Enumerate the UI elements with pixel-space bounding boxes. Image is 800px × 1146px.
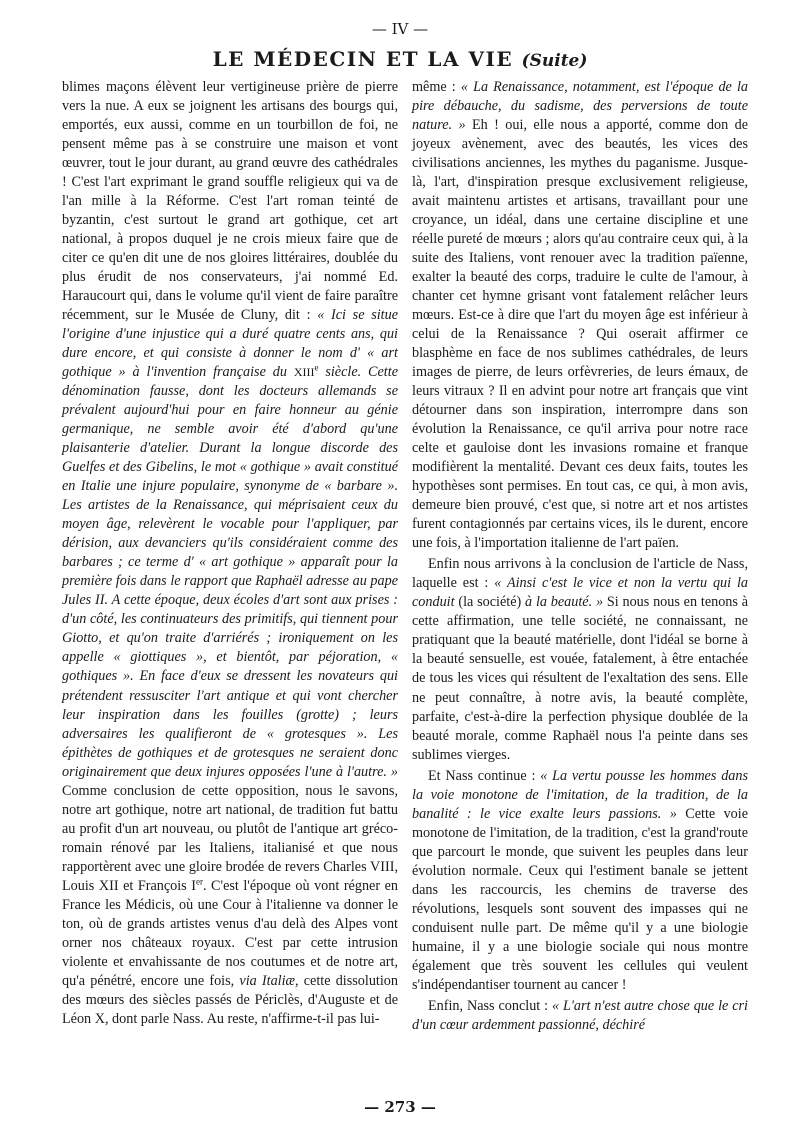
page-folio: — IV — bbox=[371, 20, 429, 38]
text-run: blimes maçons élèvent leur vertigineuse prière de pierre vers la nue. A eux se joignent les artisans des bourgs qui, emportés, eux aussi, comme en un tourbillon de foi, ne pensent même pas à se construire une maison et vont œuvrer, tout le jour durant, au grand œuvre des cathédrales ! C'est l'art exprimant le grand souffle religieux qui va de l'an mille à la Réforme. C'est l'art roman teinté de byzantin, c'est surtout le grand art gothique, cet art national, à propos duquel je ne crois mieux faire que de citer ce qu'en dit une de nos gloires littéraires, doublée du plus érudit de nos conservateurs, j'ai nommé Ed. Haraucourt qui, dans le volume qu'il vient de faire paraître récemment, sur le Musée de Cluny, dit : bbox=[62, 79, 398, 324]
italic-run: « La Renaissance, notamment, est l'époque de la pire débauche, du sadisme, des perversions de toute nature. » bbox=[412, 79, 748, 134]
text-run: Enfin, Nass conclut : bbox=[428, 997, 552, 1014]
paragraph bbox=[412, 78, 748, 553]
italic-run: « L'art n'est autre chose que le cri d'un cœur ardemment passionné, déchiré bbox=[412, 997, 748, 1033]
italic-run: à la beauté. » bbox=[525, 594, 604, 611]
article-title-text: LE MÉDECIN ET LA VIE bbox=[212, 47, 514, 71]
page-number: — 273 — bbox=[364, 1098, 436, 1116]
text-run: Et Nass continue : bbox=[428, 767, 541, 784]
text-run: , cette dissolution des mœurs des siècles passés de Périclès, d'Auguste et de Léon X, dont parle Nass. Au reste, n'affirme-t-il pas lui- bbox=[62, 972, 398, 1027]
left-column bbox=[62, 78, 398, 1029]
text-run: Eh ! oui, elle nous a apporté, comme don de joyeux avènement, avec des beautés, les vices des civilisations anciennes, les mythes du paganisme. Jusque-là, l'art, d'inspiration presque exclusivement religieuse, avait maintenu artistes et artisans, travaillant pour une croyance, un idéal, dans une certaine discipline et une réelle pureté de mœurs ; alors qu'au contraire ceux qui, à la suite des Italiens, vont renouer avec la tradition païenne, exalter la beauté des corps, traduire le culte de l'amour, à chanter cet hymne grisant vont fatalement relâcher leurs mœurs. Est-ce à dire que l'art du moyen âge est inférieur à celui de la Renaissance ? Qui oserait affirmer ce blasphème en face de nos sublimes cathédrales, de leurs images de pierre, de leurs orfèvreries, de leurs émaux, de leurs vitraux ? Il en advint pour notre art français que vint détourner dans son inspiration, interrompre dans son évolution la Renaissance, ce qu'il arriva pour notre race celte et gauloise dont les invasions romaine et franque modifièrent la mentalité. Devant ces deux faits, toutes les hypothèses sont permises. En tout cas, ce qui, à mon avis, demeure bien prouvé, c'est que, si notre art et nos artistes furent contagionnés par certains vices, ils le durent, encore une fois, à l'importation italienne de l'art païen. bbox=[412, 117, 748, 552]
italic-run: « Ainsi c'est le vice et non la vertu qui la conduit bbox=[412, 575, 748, 611]
italic-run: « La vertu pousse les hommes dans la voie monotone de l'imitation, de la tradition, de la banalité : le vice exalte leurs passions. » bbox=[412, 767, 748, 822]
text-run: . C'est l'époque où vont régner en France les Médicis, où une Cour à l'italienne va donner le ton, où de grands artistes venus d'au delà des Alpes vont orner nos châteaux royaux. C'est par cette intrusion violente et envahissante de nos coutumes et de notre art, qu'a pénétré, encore une fois, bbox=[62, 877, 398, 989]
paragraph bbox=[412, 555, 748, 764]
text-run: Cette voie monotone de l'imitation, de la tradition, c'est la grand'route que parcourt le monde, que suivent les peuples dans leur évolution normale. Ceux qui l'estiment banale se jettent dans les raccourcis, les chemins de traverse des révolutions, lesquels sont souvent des impasses qui ne conduisent nulle part. De même qu'il y a une biologie humaine, il y a une biologie sociale qui nous montre également que très souvent les cellules qui veulent s'indépendantiser tournent au cancer ! bbox=[412, 805, 749, 993]
text-run: (la société) bbox=[454, 594, 526, 611]
text-run: même : bbox=[412, 79, 461, 95]
text-run: e bbox=[314, 362, 319, 373]
text-run: Si nous nous en tenons à cette affirmation, une telle société, ne connaissant, ne pratiquant que la beauté matérielle, dont l'idéal se borne à la beauté sensuelle, est vouée, fatalement, à être entachée de tous les vices qui résultent de l'exaltation des sens. Elle ne peut connaître, à notre avis, la beauté complète, parfaite, c'est-à-dire la perfection physique doublée de la beauté morale, comme Raphaël nous l'a peinte dans ses sublimes vierges. bbox=[412, 594, 749, 763]
italic-run: via Italiæ bbox=[239, 972, 296, 989]
article-title bbox=[0, 47, 800, 71]
paragraph bbox=[62, 78, 398, 1029]
paragraph bbox=[412, 997, 748, 1035]
text-run: XIII bbox=[293, 365, 315, 380]
text-run: Comme conclusion de cette opposition, nous le savons, notre art gothique, notre art national, de tradition fut battu au profit d'un art nouveau, ou plutôt de l'antique art gréco-romain rénové par les Italiens, italianisé et que nous rapportèrent avec une gloire brodée de revers Charles VIII, Louis XII et François I bbox=[62, 782, 398, 894]
text-run: er bbox=[195, 875, 203, 886]
italic-run: « Ici se situe l'origine d'une injustice qui a duré quatre cents ans, qui dure encore, et qui consiste à donner le nom d' « art gothique » à l'invention française du bbox=[62, 307, 398, 381]
article-title-continuation: (Suite) bbox=[521, 51, 588, 71]
paragraph bbox=[412, 767, 748, 995]
right-column bbox=[412, 78, 748, 1035]
text-run: Enfin nous arrivons à la conclusion de l'article de Nass, laquelle est : bbox=[412, 556, 748, 592]
italic-run: siècle. Cette dénomination fausse, dont les docteurs allemands se prévalent aujourd'hui pour en faire honneur au génie germanique, ne semble avoir été d'abord qu'une plaisanterie d'atelier. Durant la longue discorde des Guelfes et des Gibelins, le mot « gothique » avait constitué en Italie une injure populaire, synonyme de « barbare ». Les artistes de la Renaissance, qui méprisaient ceux du moyen âge, relevèrent le vocable pour l'appliquer, par dérision, aux devanciers qu'ils considéraient comme des barbares ; ce terme d' « art gothique » apparaît pour la première fois dans le rapport que Raphaël adresse au pape Jules II. A cette époque, deux écoles d'art sont aux prises : d'un côté, les continuateurs des primitifs, qui tiennent pour Giotto, et qu'on traite d'arriérés ; ironiquement on les appelle « giottiques », et bientôt, par péjoration, « gothiques ». En face d'eux se dressent les novateurs qui prétendent ressusciter l'art antique et qui vont chercher leur inspiration dans les fouilles (grotte) ; leurs adversaires les qualifieront de « grotesques ». Les épithètes de gothiques et de grotesques ne seraient donc originairement que deux injures opposées l'une à l'autre. » bbox=[62, 364, 398, 780]
